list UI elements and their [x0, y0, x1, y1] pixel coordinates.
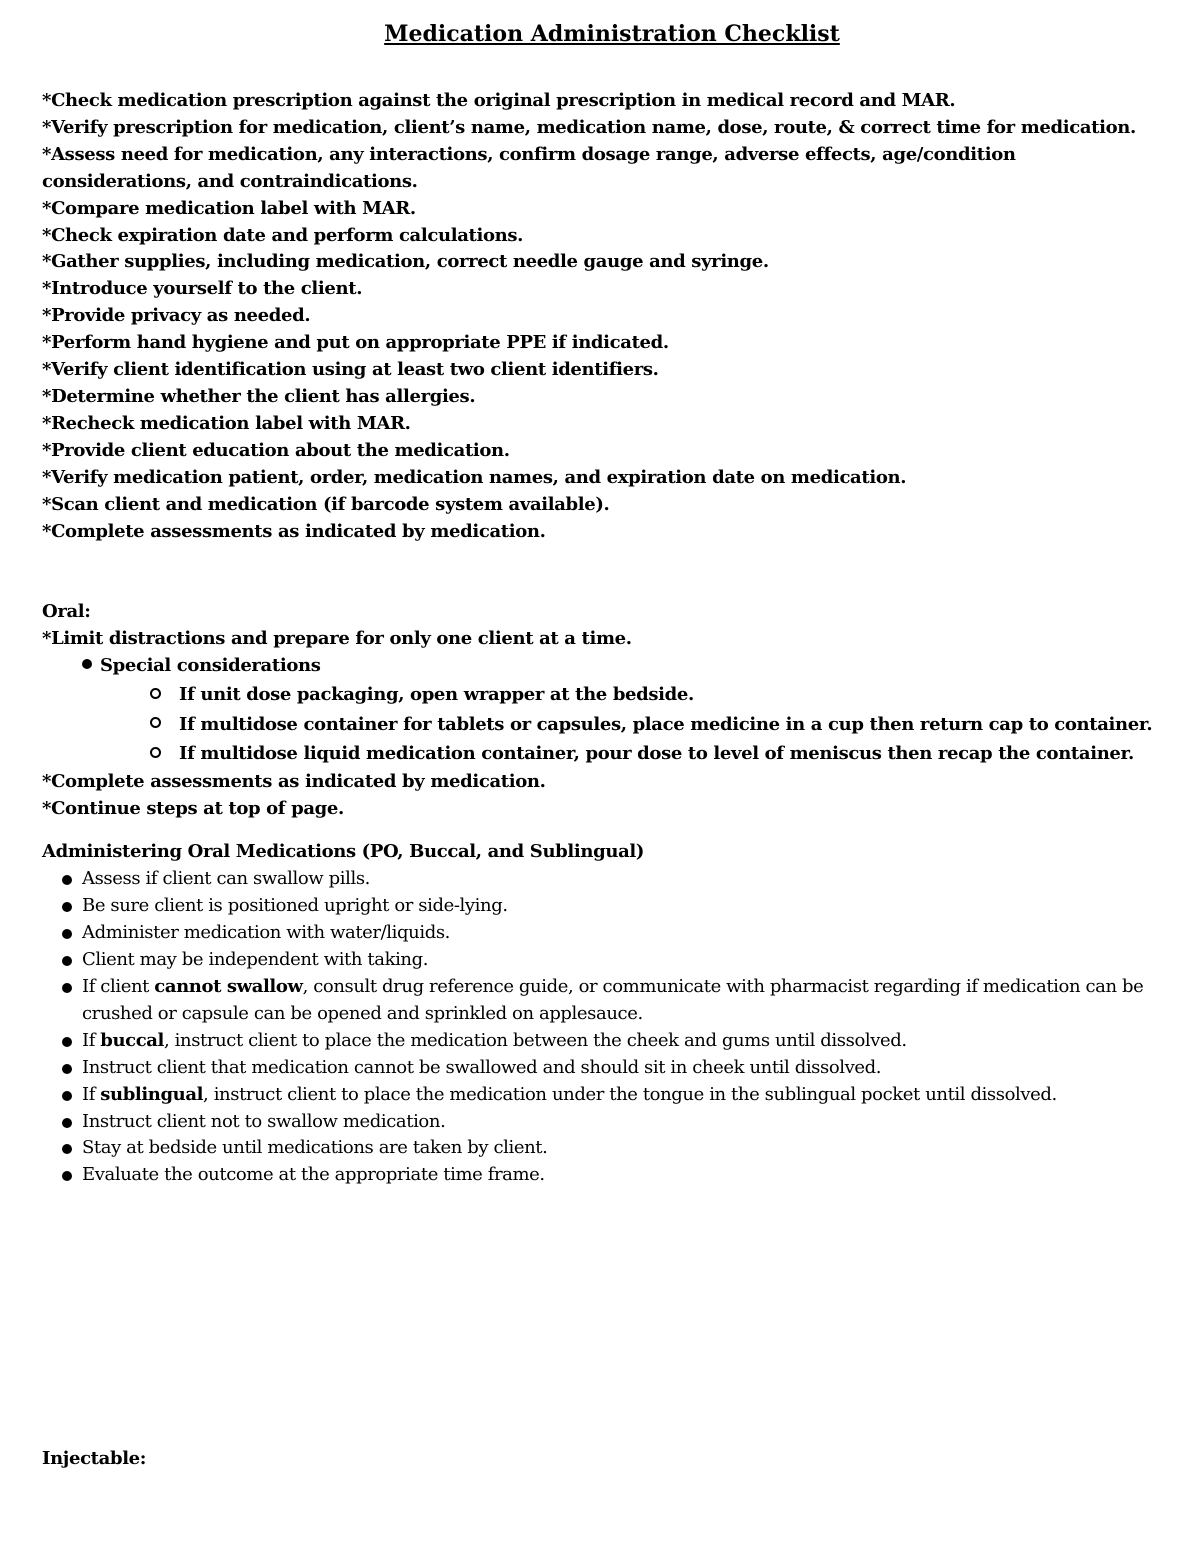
- list-item: [150, 680, 1190, 710]
- list-item: Assess if client can swallow pills.: [62, 866, 1190, 893]
- list-item: If client cannot swallow, consult drug reference guide, or communicate with pharmacist regarding if medication can be crushed or capsule can be opened and sprinkled on applesauce.: [62, 974, 1190, 1028]
- list-item: Instruct client not to swallow medication.: [62, 1109, 1190, 1136]
- step-line: *Verify medication patient, order, medication names, and expiration date on medication.: [42, 466, 907, 488]
- bullet-icon: [82, 659, 92, 669]
- general-steps: [42, 88, 1190, 545]
- list-item: Evaluate the outcome at the appropriate time frame.: [62, 1162, 1190, 1189]
- bullet-icon: [62, 983, 72, 993]
- document-page: [42, 20, 1190, 1189]
- special-considerations-label: Special considerations: [100, 655, 321, 677]
- oral-heading: Oral:: [42, 601, 91, 623]
- bullet-icon: [62, 1064, 72, 1074]
- step-line: *Complete assessments as indicated by medication.: [42, 520, 546, 542]
- bullet-icon: [62, 902, 72, 912]
- administering-list: [42, 866, 1190, 1189]
- oral-limit-step: *Limit distractions and prepare for only one client at a time.: [42, 628, 632, 650]
- step-line: *Verify client identification using at least two client identifiers.: [42, 359, 659, 381]
- bullet-icon: [62, 1144, 72, 1154]
- step-line: *Assess need for medication, any interactions, confirm dosage range, adverse effects, age/condition considerations, and contraindications.: [42, 143, 1016, 192]
- administering-heading: Administering Oral Medications (PO, Buccal, and Sublingual): [42, 841, 645, 863]
- step-line: *Check expiration date and perform calculations.: [42, 224, 524, 246]
- special-considerations-item: [82, 653, 1190, 680]
- special-considerations-list: [42, 653, 1190, 680]
- special-considerations-sublist: [42, 680, 1190, 769]
- step-line: *Scan client and medication (if barcode system available).: [42, 493, 610, 515]
- bullet-icon: [62, 929, 72, 939]
- document-title: Medication Administration Checklist: [384, 21, 840, 47]
- bullet-icon: [62, 956, 72, 966]
- list-item: Be sure client is positioned upright or side-lying.: [62, 893, 1190, 920]
- step-line: *Provide client education about the medication.: [42, 439, 510, 461]
- list-item-text: If multidose liquid medication container, pour dose to level of meniscus then recap the container.: [179, 743, 1134, 765]
- step-line: *Introduce yourself to the client.: [42, 278, 363, 300]
- step-line: *Determine whether the client has allergies.: [42, 385, 476, 407]
- oral-continue-step: *Continue steps at top of page.: [42, 797, 344, 819]
- list-item: [150, 710, 1190, 740]
- bullet-icon: [62, 875, 72, 885]
- bullet-icon: [62, 1037, 72, 1047]
- list-item: If sublingual, instruct client to place the medication under the tongue in the sublingual pocket until dissolved.: [62, 1082, 1190, 1109]
- list-item: [150, 739, 1190, 769]
- oral-section: [42, 599, 1190, 822]
- step-line: *Gather supplies, including medication, correct needle gauge and syringe.: [42, 251, 769, 273]
- step-line: *Compare medication label with MAR.: [42, 197, 416, 219]
- list-item: Administer medication with water/liquids.: [62, 920, 1190, 947]
- list-item: Stay at bedside until medications are taken by client.: [62, 1135, 1190, 1162]
- step-line: *Check medication prescription against the original prescription in medical record and MAR.: [42, 90, 956, 111]
- bullet-icon: [62, 1118, 72, 1128]
- list-item: Instruct client that medication cannot be swallowed and should sit in cheek until dissolved.: [62, 1055, 1190, 1082]
- circle-bullet-icon: [150, 717, 161, 728]
- step-line: *Recheck medication label with MAR.: [42, 412, 411, 434]
- step-line: *Provide privacy as needed.: [42, 305, 311, 327]
- oral-complete-step: *Complete assessments as indicated by medication.: [42, 770, 546, 792]
- list-item: Client may be independent with taking.: [62, 947, 1190, 974]
- list-item-text: If unit dose packaging, open wrapper at the bedside.: [179, 684, 694, 706]
- step-line: *Perform hand hygiene and put on appropriate PPE if indicated.: [42, 332, 669, 354]
- list-item: If buccal, instruct client to place the medication between the cheek and gums until dissolved.: [62, 1028, 1190, 1055]
- administering-section: [42, 839, 1190, 1189]
- bullet-icon: [62, 1171, 72, 1181]
- injectable-heading: Injectable:: [42, 1448, 147, 1469]
- circle-bullet-icon: [150, 688, 161, 699]
- list-item-text: If multidose container for tablets or capsules, place medicine in a cup then return cap to container.: [179, 713, 1153, 735]
- circle-bullet-icon: [150, 747, 161, 758]
- bullet-icon: [62, 1091, 72, 1101]
- step-line: *Verify prescription for medication, client’s name, medication name, dose, route, & correct time for medication.: [42, 116, 1136, 138]
